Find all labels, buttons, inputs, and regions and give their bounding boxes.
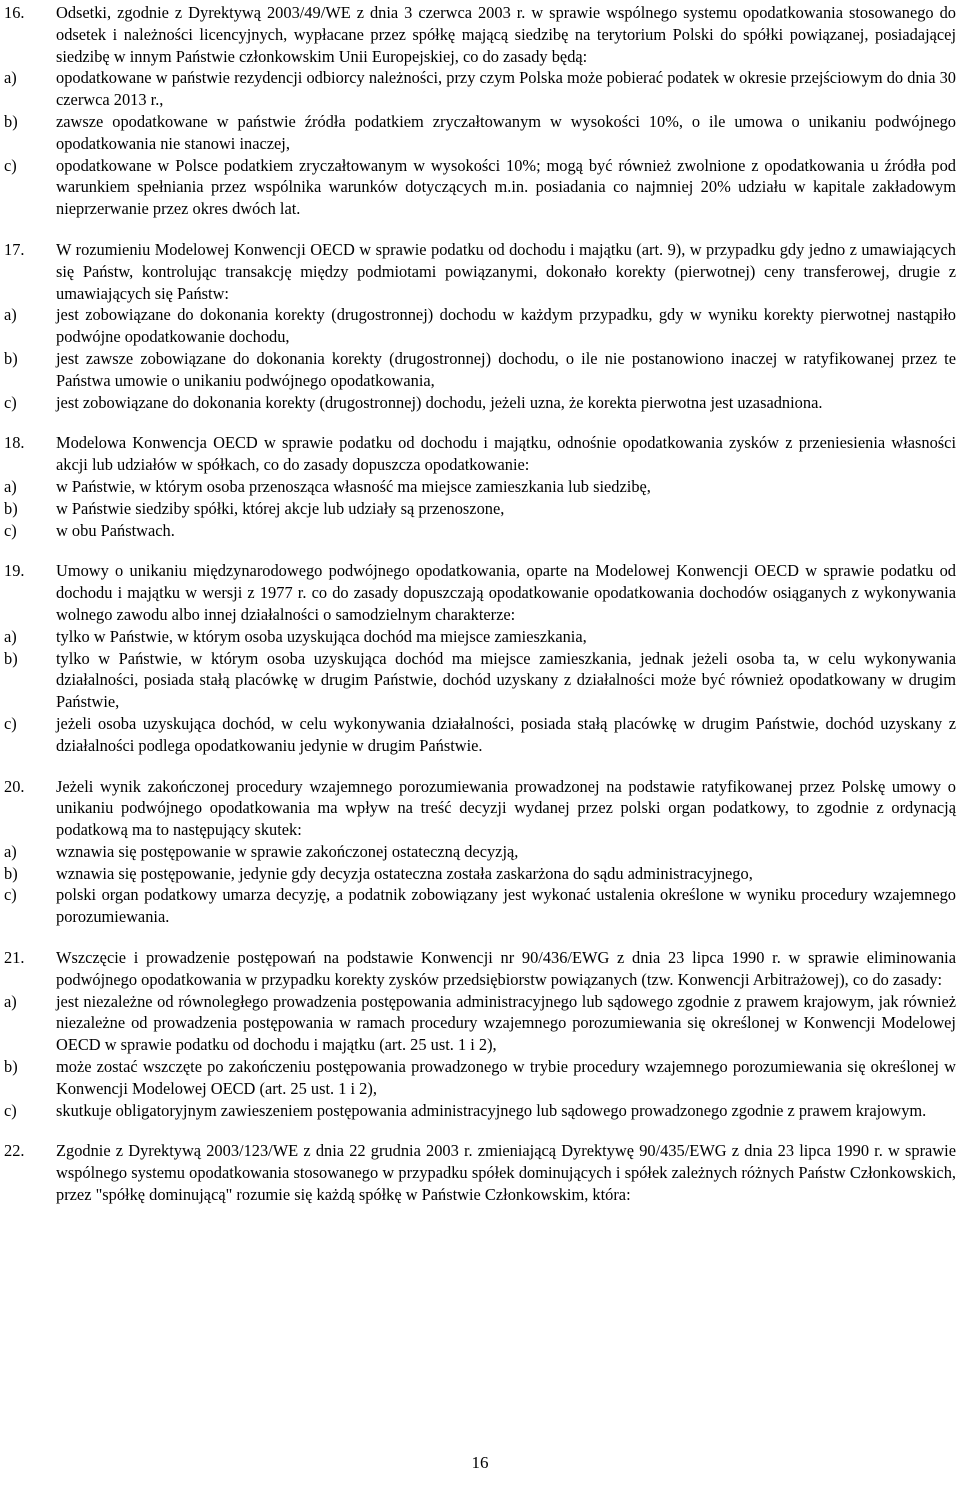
question-number: 19. [4,561,25,581]
option-text: może zostać wszczęte po zakończeniu postępowania prowadzonego w trybie procedury wzajemnego porozumiewania się określonej w Konwencji Modelowej OECD (art. 25 ust. 1 i 2), [56,1057,956,1098]
option-text: skutkuje obligatoryjnym zawieszeniem postępowania administracyjnego lub sądowego prowadzonego zgodnie z prawem krajowym. [56,1100,927,1120]
question-21 [4,947,956,1121]
question-number: 16. [4,3,25,22]
answer-option [4,626,956,648]
option-text: zawsze opodatkowane w państwie źródła podatkiem zryczałtowanym w wysokości 10%, o ile umowa o unikaniu podwójnego opodatkowania nie stanowi inaczej, [56,111,956,153]
question-text: Odsetki, zgodnie z Dyrektywą 2003/49/WE z dnia 3 czerwca 2003 r. w sprawie wspólnego systemu opodatkowania stosowanego do odsetek i należności licencyjnych, wypłacane przez spółkę mającą siedzibę na terytorium Polski do spółki powiązanej, posiadającej siedzibę w innym Państwie członkowskim Unii Europejskiej, co do zasady będą: [56,3,956,66]
option-text: jest zawsze zobowiązane do dokonania korekty (drugostronnej) dochodu, o ile nie postanowiono inaczej w ratyfikowanej przez te Państwa umowie o unikaniu podwójnego opodatkowania, [56,348,956,390]
answer-option [4,863,956,885]
answer-option [4,348,956,392]
question-18 [4,432,956,541]
question-stem [4,239,956,304]
question-number: 18. [4,433,25,453]
option-letter: a) [4,626,17,646]
option-text: wznawia się postępowanie w sprawie zakończonej ostateczną decyzją, [56,841,519,861]
option-text: opodatkowane w państwie rezydencji odbiorcy należności, przy czym Polska może pobierać podatek w okresie przejściowym do dnia 30 czerwca 2013 r., [56,68,956,110]
answer-option [4,155,956,220]
option-text: tylko w Państwie, w którym osoba uzyskująca dochód ma miejsce zamieszkania, jednak jeżeli osoba ta, w celu wykonywania działalności, posiada stałą placówkę w drugim Państwie, dochód uzyskany z działalności może być również opodatkowany w drugim Państwie, [56,648,956,712]
question-19 [4,560,956,756]
option-letter: a) [4,68,17,88]
question-text: Umowy o unikaniu międzynarodowego podwójnego opodatkowania, oparte na Modelowej Konwencji OECD w sprawie podatku od dochodu i majątku w wersji z 1977 r. co do zasady dopuszczają opodatkowanie opodatkowania dochodów osiąganych z wykonywania wolnego zawodu albo innej działalności o samodzielnym charakterze: [56,561,956,624]
option-letter: c) [4,713,17,733]
answer-option [4,841,956,863]
answer-option [4,476,956,498]
option-letter: b) [4,111,18,131]
answer-option [4,67,956,111]
question-stem [4,1140,956,1205]
answer-option [4,1100,956,1122]
option-letter: c) [4,885,17,905]
option-text: jest zobowiązane do dokonania korekty (drugostronnej) dochodu w każdym przypadku, gdy w wyniku korekty pierwotnej nastąpiło podwójne opodatkowanie dochodu, [56,305,956,347]
question-stem [4,947,956,991]
option-letter: b) [4,498,18,518]
answer-option [4,991,956,1056]
question-20 [4,776,956,929]
question-17 [4,239,956,413]
option-letter: b) [4,863,18,883]
option-letter: c) [4,1100,17,1120]
option-text: w Państwie siedziby spółki, której akcje lub udziały są przenoszone, [56,498,505,518]
option-text: wznawia się postępowanie, jedynie gdy decyzja ostateczna została zaskarżona do sądu administracyjnego, [56,863,753,883]
question-list [4,2,956,1206]
option-letter: b) [4,1057,18,1077]
answer-option [4,648,956,713]
question-16 [4,2,956,220]
question-text: Zgodnie z Dyrektywą 2003/123/WE z dnia 22 grudnia 2003 r. zmieniającą Dyrektywę 90/435/EWG z dnia 23 lipca 1990 r. w sprawie wspólnego systemu opodatkowania stosowanego w przypadku spółek dominujących i spółek zależnych różnych Państw Członkowskich, przez "spółkę dominującą" rozumie się każdą spółkę w Państwie Członkowskim, która: [56,1141,956,1205]
option-letter: b) [4,648,18,668]
answer-option [4,520,956,542]
question-number: 17. [4,239,25,259]
answer-option [4,392,956,414]
option-letter: a) [4,305,17,325]
option-text: w Państwie, w którym osoba przenosząca własność ma miejsce zamieszkania lub siedzibę, [56,476,651,496]
option-letter: a) [4,841,17,861]
option-text: jeżeli osoba uzyskująca dochód, w celu wykonywania działalności, posiada stałą placówkę w drugim Państwie, dochód uzyskany z działalności podlega opodatkowaniu jedynie w drugim Państwie. [56,713,956,755]
option-text: tylko w Państwie, w którym osoba uzyskująca dochód ma miejsce zamieszkania, [56,626,587,646]
question-text: Modelowa Konwencja OECD w sprawie podatku od dochodu i majątku, odnośnie opodatkowania zysków z przeniesienia własności akcji lub udziałów w spółkach, co do zasady dopuszcza opodatkowanie: [56,433,956,475]
option-text: polski organ podatkowy umarza decyzję, a podatnik zobowiązany jest wykonać ustalenia określone w wyniku procedury wzajemnego porozumiewania. [56,885,956,927]
answer-option [4,713,956,757]
answer-option [4,498,956,520]
answer-option [4,884,956,928]
option-letter: c) [4,392,17,412]
question-number: 20. [4,776,25,796]
option-text: jest niezależne od równoległego prowadzenia postępowania administracyjnego lub sądowego zgodnie z prawem krajowym, jak również niezależne od prowadzenia postępowania w ramach procedury wzajemnego porozumiewania się określonej w Konwencji Modelowej OECD w sprawie podatku od dochodu i majątku (art. 25 ust. 1 i 2), [56,991,956,1055]
question-text: Jeżeli wynik zakończonej procedury wzajemnego porozumiewania prowadzonej na podstawie ratyfikowanej przez Polskę umowy o unikaniu podwójnego opodatkowania ma wpływ na treść decyzji wydanej przez polski organ podatkowy, to zgodnie z ordynacją podatkową ma to następujący skutek: [56,776,956,840]
question-stem [4,432,956,476]
option-text: opodatkowane w Polsce podatkiem zryczałtowanym w wysokości 10%; mogą być również zwolnione z opodatkowania u źródła pod warunkiem spełniania przez wspólnika warunków dotyczących m.in. posiadania co najmniej 20% udziału w kapitale zakładowym nieprzerwanie przez okres dwóch lat. [56,155,956,219]
option-letter: c) [4,520,17,540]
answer-option [4,304,956,348]
option-text: jest zobowiązane do dokonania korekty (drugostronnej) dochodu, jeżeli uzna, że korekta pierwotna jest uzasadniona. [56,392,823,412]
option-letter: c) [4,155,17,175]
question-text: W rozumieniu Modelowej Konwencji OECD w sprawie podatku od dochodu i majątku (art. 9), w przypadku gdy jedno z umawiających się Państw, kontrolując transakcję między podmiotami powiązanymi, dokonało korekty (pierwotnej) ceny transferowej, drugie z umawiających się Państw: [56,239,956,303]
option-letter: b) [4,348,18,368]
question-stem [4,560,956,625]
option-letter: a) [4,991,17,1011]
question-22 [4,1140,956,1205]
question-number: 21. [4,948,25,968]
question-stem [4,776,956,841]
question-text: Wszczęcie i prowadzenie postępowań na podstawie Konwencji nr 90/436/EWG z dnia 23 lipca 1990 r. w sprawie eliminowania podwójnego opodatkowania w przypadku korekty zysków przedsiębiorstw powiązanych (tzw. Konwencji Arbitrażowej), co do zasady: [56,948,956,989]
answer-option [4,111,956,155]
option-text: w obu Państwach. [56,520,175,540]
page-number: 16 [471,1453,489,1472]
question-stem [4,2,956,67]
option-letter: a) [4,476,17,496]
answer-option [4,1056,956,1100]
question-number: 22. [4,1141,25,1161]
